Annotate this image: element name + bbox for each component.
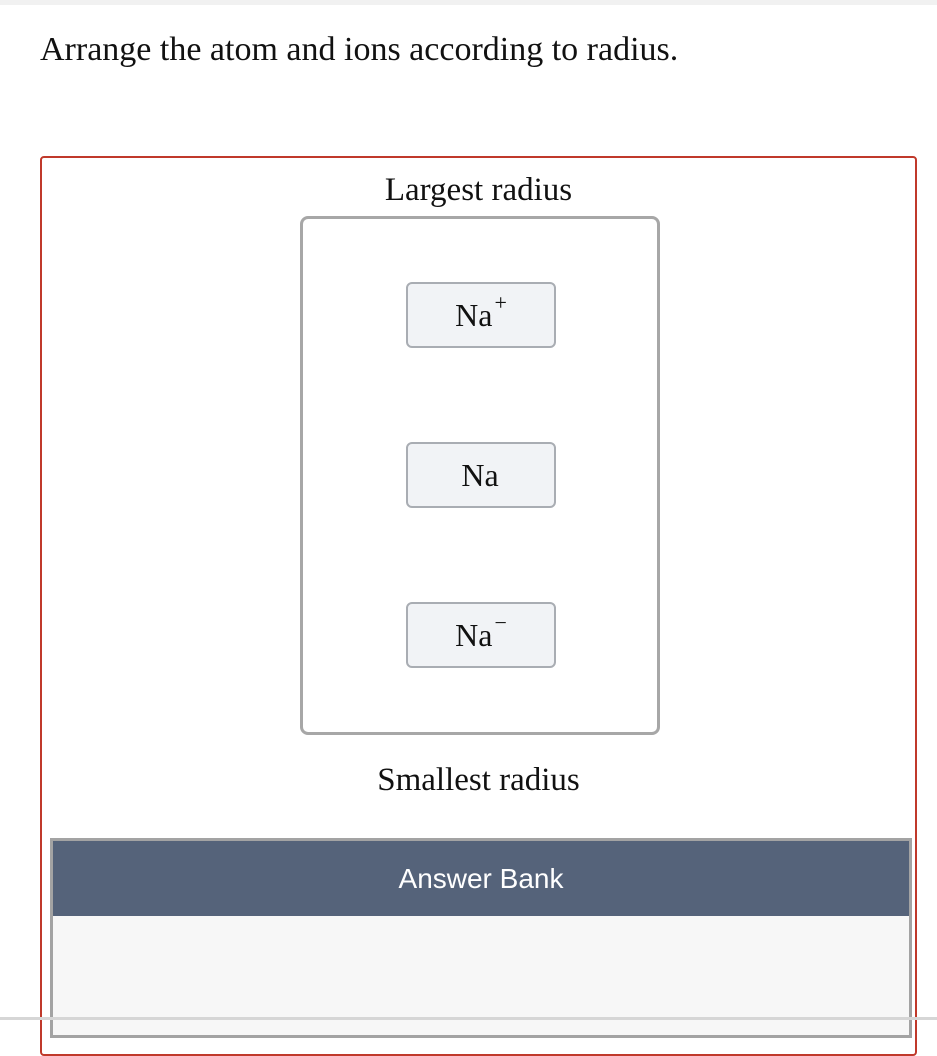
question-prompt: Arrange the atom and ions according to radius. (40, 31, 679, 68)
item-charge: − (494, 610, 507, 635)
draggable-item-na-minus[interactable] (406, 602, 556, 668)
top-divider (0, 0, 937, 5)
answer-bank[interactable] (50, 838, 912, 1038)
smallest-radius-label: Smallest radius (377, 762, 580, 798)
item-symbol: Na (455, 297, 493, 333)
item-symbol: Na (461, 457, 499, 493)
item-symbol: Na (455, 617, 493, 653)
answer-bank-header: Answer Bank (53, 841, 909, 916)
draggable-item-na-plus[interactable] (406, 282, 556, 348)
largest-radius-label: Largest radius (384, 172, 573, 208)
draggable-item-na[interactable] (406, 442, 556, 508)
item-charge: + (494, 290, 507, 315)
